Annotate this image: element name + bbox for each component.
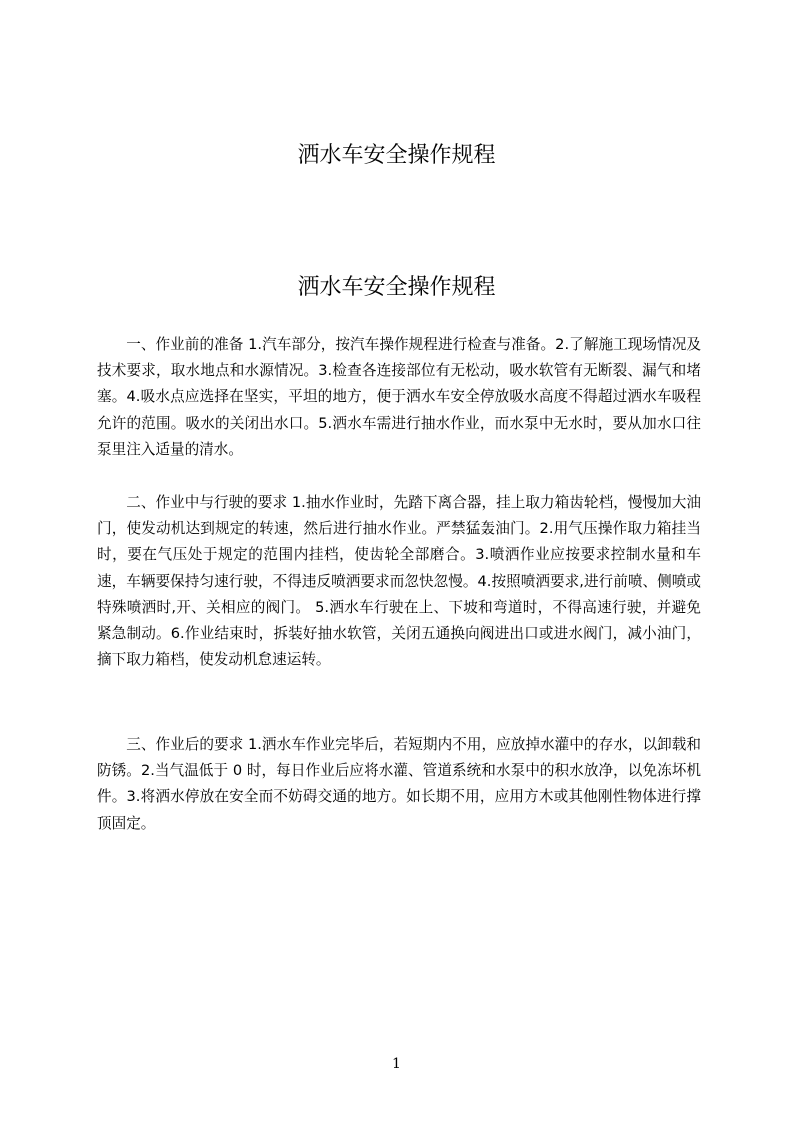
page-number: 1 <box>392 1056 401 1072</box>
paragraph-during-operation: 二、作业中与行驶的要求 1.抽水作业时，先踏下离合器，挂上取力箱齿轮档，慢慢加大油门，使发动机达到规定的转速，然后进行抽水作业。严禁猛轰油门。2.用气压操作取力箱挂当时，要在气压处于规定的范围内挂档，使齿轮全部磨合。3.喷洒作业应按要求控制水量和车速，车辆要保持匀速行驶，不得违反喷洒要求而忽快忽慢。4.按照喷洒要求,进行前喷、侧喷或特殊喷洒时,开、关相应的阀门。 5.洒水车行驶在上、下坡和弯道时，不得高速行驶，并避免紧急制动。6.作业结束时，拆装好抽水软管，关闭五通换向阀进出口或进水阀门，减小油门，摘下取力箱档，使发动机怠速运转。 <box>97 494 701 669</box>
paragraph-before-operation: 一、作业前的准备 1.汽车部分，按汽车操作规程进行检查与准备。2.了解施工现场情况及技术要求，取水地点和水源情况。3.检查各连接部位有无松动，吸水软管有无断裂、漏气和堵塞。4.吸水点应选择在坚实，平坦的地方，便于洒水车安全停放吸水高度不得超过洒水车吸程允许的范围。吸水的关闭出水口。5.洒水车需进行抽水作业，而水泵中无水时，要从加水口往泵里注入适量的清水。 <box>97 336 701 458</box>
paragraph-after-operation: 三、作业后的要求 1.洒水车作业完毕后，若短期内不用，应放掉水灌中的存水，以卸载和防锈。2.当气温低于 0 时，每日作业后应将水灌、管道系统和水泵中的积水放净，以免冻坏机件。3.将洒水停放在安全而不妨碍交通的地方。如长期不用，应用方木或其他刚性物体进行撑顶固定。 <box>97 736 701 832</box>
document-subtitle: 洒水车安全操作规程 <box>297 275 496 300</box>
document-title: 洒水车安全操作规程 <box>297 143 496 168</box>
